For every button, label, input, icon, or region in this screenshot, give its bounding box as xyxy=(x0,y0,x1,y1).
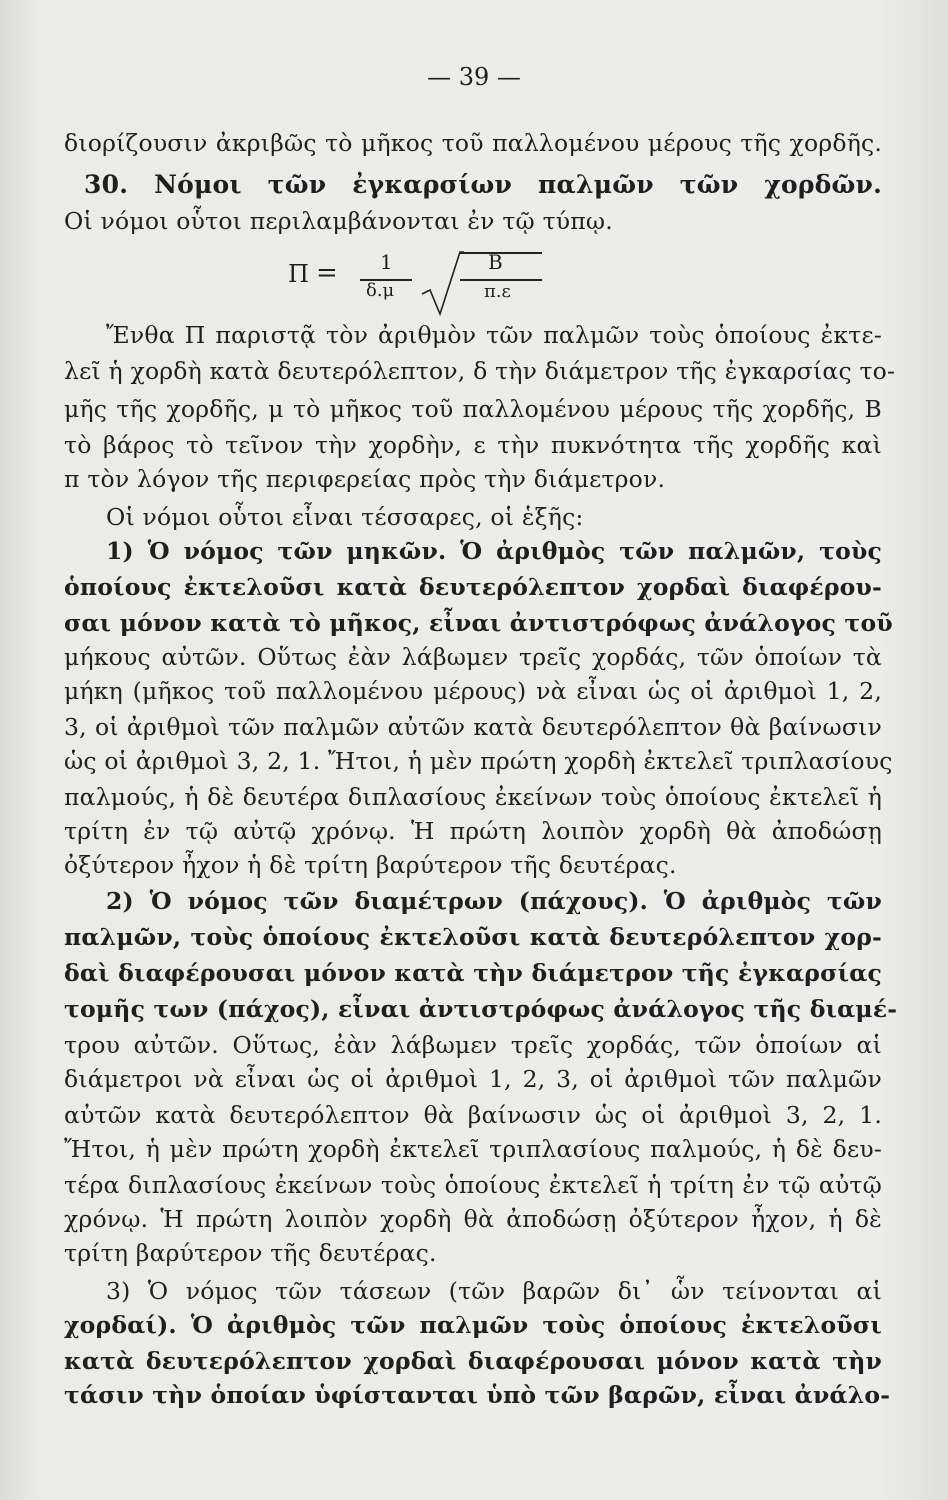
text-line: σαι μόνον κατὰ τὸ μῆκος, εἶναι ἀντιστρόφως ἀνάλογος τοῦ xyxy=(64,609,893,637)
formula-equals: = xyxy=(316,258,338,288)
text-line: τομῆς των (πάχος), εἶναι ἀντιστρόφως ἀνάλογος τῆς διαμέ- xyxy=(64,995,898,1023)
text-line: τὸ βάρος τὸ τεῖνον τὴν χορδὴν, ε τὴν πυκνότητα τῆς χορδῆς καὶ xyxy=(64,431,882,459)
text-line: παλμούς, ἡ δὲ δευτέρα διπλασίους ἐκείνων τοὺς ὁποίους ἐκτελεῖ ἡ xyxy=(64,783,882,811)
text-line: χρόνῳ. Ἡ πρώτη λοιπὸν χορδὴ θὰ ἀποδώσῃ ὀξύτερον ἦχον, ἡ δὲ xyxy=(64,1205,882,1233)
text-line: 3, οἱ ἀριθμοὶ τῶν παλμῶν αὐτῶν κατὰ δευτερόλεπτον θὰ βαίνωσιν xyxy=(64,713,882,741)
text-line: μήκους αὐτῶν. Οὕτως ἐὰν λάβωμεν τρεῖς χορδάς, τῶν ὁποίων τὰ xyxy=(64,643,882,671)
text-line: λεῖ ἡ χορδὴ κατὰ δευτερόλεπτον, δ τὴν διάμετρον τῆς ἐγκαρσίας το- xyxy=(64,357,896,385)
text-line: π τὸν λόγον τῆς περιφερείας πρὸς τὴν διάμετρον. xyxy=(64,465,666,493)
text-line: τέρα διπλασίους ἐκείνων τοὺς ὁποίους ἐκτελεῖ ἡ τρίτη ἐν τῷ αὐτῷ xyxy=(64,1171,882,1199)
law-heading: 3) Ὁ νόμος τῶν τάσεων (τῶν βαρῶν δι᾽ ὧν τείνονται αἱ xyxy=(106,1277,882,1305)
law-heading: 1) Ὁ νόμος τῶν μηκῶν. Ὁ ἀριθμὸς τῶν παλμῶν, τοὺς xyxy=(106,537,882,565)
text-line: τρου αὐτῶν. Οὕτως, ἐὰν λάβωμεν τρεῖς χορδάς, τῶν ὁποίων αἱ xyxy=(64,1031,882,1059)
text-line: δαὶ διαφέρουσαι μόνον κατὰ τὴν διάμετρον τῆς ἐγκαρσίας xyxy=(64,959,882,987)
formula-numerator-2: B xyxy=(488,250,503,274)
formula-numerator-1: 1 xyxy=(380,250,393,274)
text-line: ὡς οἱ ἀριθμοὶ 3, 2, 1. Ἤτοι, ἡ μὲν πρώτη χορδὴ ἐκτελεῖ τριπλασίους xyxy=(64,747,893,775)
formula-lhs: Π xyxy=(288,260,309,288)
formula-denominator-2: π.ε xyxy=(484,281,511,302)
page-number: — 39 — xyxy=(427,63,521,91)
text-line: χορδαί). Ὁ ἀριθμὸς τῶν παλμῶν τοὺς ὁποίους ἐκτελοῦσι xyxy=(64,1311,882,1339)
square-root-icon xyxy=(420,250,464,316)
text-line: διορίζουσιν ἀκριβῶς τὸ μῆκος τοῦ παλλομένου μέρους τῆς χορδῆς. xyxy=(64,129,882,157)
text-line: μήκη (μῆκος τοῦ παλλομένου μέρους) νὰ εἶναι ὡς οἱ ἀριθμοὶ 1, 2, xyxy=(64,677,882,705)
text-line: τρίτη ἐν τῷ αὐτῷ χρόνῳ. Ἡ πρώτη λοιπὸν χορδὴ θὰ ἀποδώσῃ xyxy=(64,817,882,845)
text-line: παλμῶν, τοὺς ὁποίους ἐκτελοῦσι κατὰ δευτερόλεπτον χορ- xyxy=(64,923,882,951)
formula-denominator-1: δ.μ xyxy=(366,280,395,301)
text-line: αὐτῶν κατὰ δευτερόλεπτον θὰ βαίνωσιν ὡς οἱ ἀριθμοὶ 3, 2, 1. xyxy=(64,1101,882,1129)
text-line: Οἱ νόμοι οὗτοι περιλαμβάνονται ἐν τῷ τύπῳ. xyxy=(64,207,613,235)
text-line: κατὰ δευτερόλεπτον χορδαὶ διαφέρουσαι μόνον κατὰ τὴν xyxy=(64,1347,882,1375)
text-line: μῆς τῆς χορδῆς, μ τὸ μῆκος τοῦ παλλομένου μέρους τῆς χορδῆς, Β xyxy=(64,395,882,423)
text-line: διάμετροι νὰ εἶναι ὡς οἱ ἀριθμοὶ 1, 2, 3, οἱ ἀριθμοὶ τῶν παλμῶν xyxy=(64,1065,882,1093)
law-heading: 2) Ὁ νόμος τῶν διαμέτρων (πάχους). Ὁ ἀριθμὸς τῶν xyxy=(106,887,882,915)
text-line: ὁποίους ἐκτελοῦσι κατὰ δευτερόλεπτον χορδαὶ διαφέρου- xyxy=(64,573,882,601)
section-heading: 30. Νόμοι τῶν ἐγκαρσίων παλμῶν τῶν χορδῶν. xyxy=(84,170,882,199)
text-line: ὀξύτερον ἦχον ἡ δὲ τρίτη βαρύτερον τῆς δευτέρας. xyxy=(64,851,677,879)
text-line: Οἱ νόμοι οὗτοι εἶναι τέσσαρες, οἱ ἑξῆς: xyxy=(106,503,584,531)
text-line: τρίτη βαρύτερον τῆς δευτέρας. xyxy=(64,1239,437,1267)
text-line: Ἤτοι, ἡ μὲν πρώτη χορδὴ ἐκτελεῖ τριπλασίους παλμούς, ἡ δὲ δευ- xyxy=(64,1135,882,1163)
text-line: Ἔνθα Π παριστᾷ τὸν ἀριθμὸν τῶν παλμῶν τοὺς ὁποίους ἐκτε- xyxy=(106,321,882,349)
text-line: τάσιν τὴν ὁποίαν ὑφίστανται ὑπὸ τῶν βαρῶν, εἶναι ἀνάλο- xyxy=(64,1381,891,1409)
formula xyxy=(270,250,590,320)
